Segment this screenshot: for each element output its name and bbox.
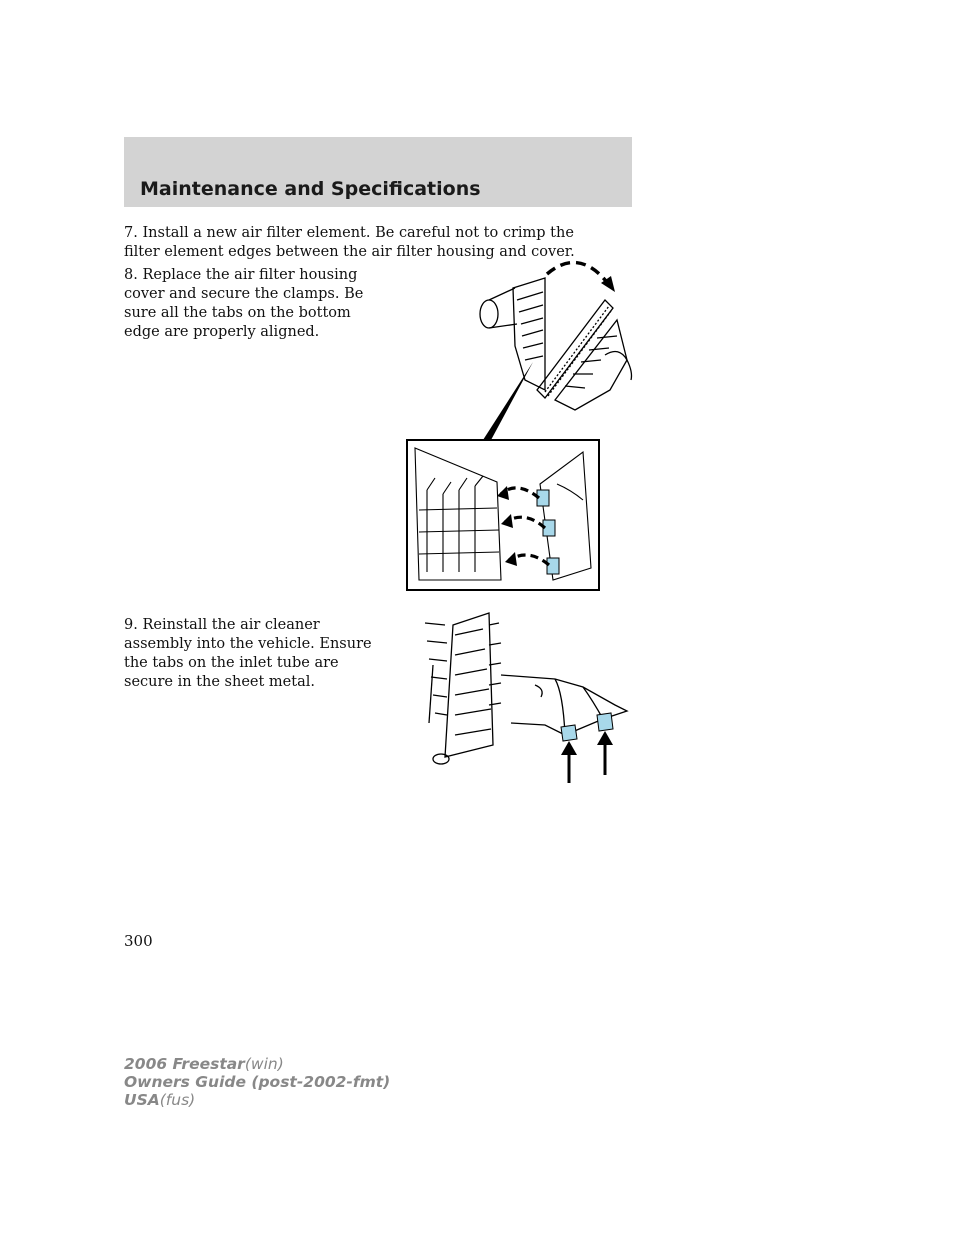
document-footer	[124, 1055, 390, 1109]
air-filter-housing-illustration	[405, 250, 645, 595]
step-8-text: 8. Replace the air filter housing cover and secure the clamps. Be sure all the tabs on the bottom edge are properly aligned.	[124, 267, 364, 340]
page-number: 300	[124, 932, 153, 950]
air-cleaner-assembly-illustration	[415, 605, 635, 790]
footer-model-code: (win)	[244, 1055, 284, 1073]
footer-guide: Owners Guide (post-2002-fmt)	[124, 1073, 391, 1091]
footer-market-code: (fus)	[159, 1091, 196, 1109]
step-9-text: 9. Reinstall the air cleaner assembly into the vehicle. Ensure the tabs on the inlet tube are secure in the sheet metal.	[124, 617, 372, 690]
footer-market: USA	[124, 1091, 160, 1109]
section-title: Maintenance and Specifications	[140, 178, 481, 200]
step-7-text: 7. Install a new air filter element. Be careful not to crimp the filter element edges between the air filter housing and cover.	[124, 225, 575, 260]
footer-model: 2006 Freestar	[124, 1055, 245, 1073]
